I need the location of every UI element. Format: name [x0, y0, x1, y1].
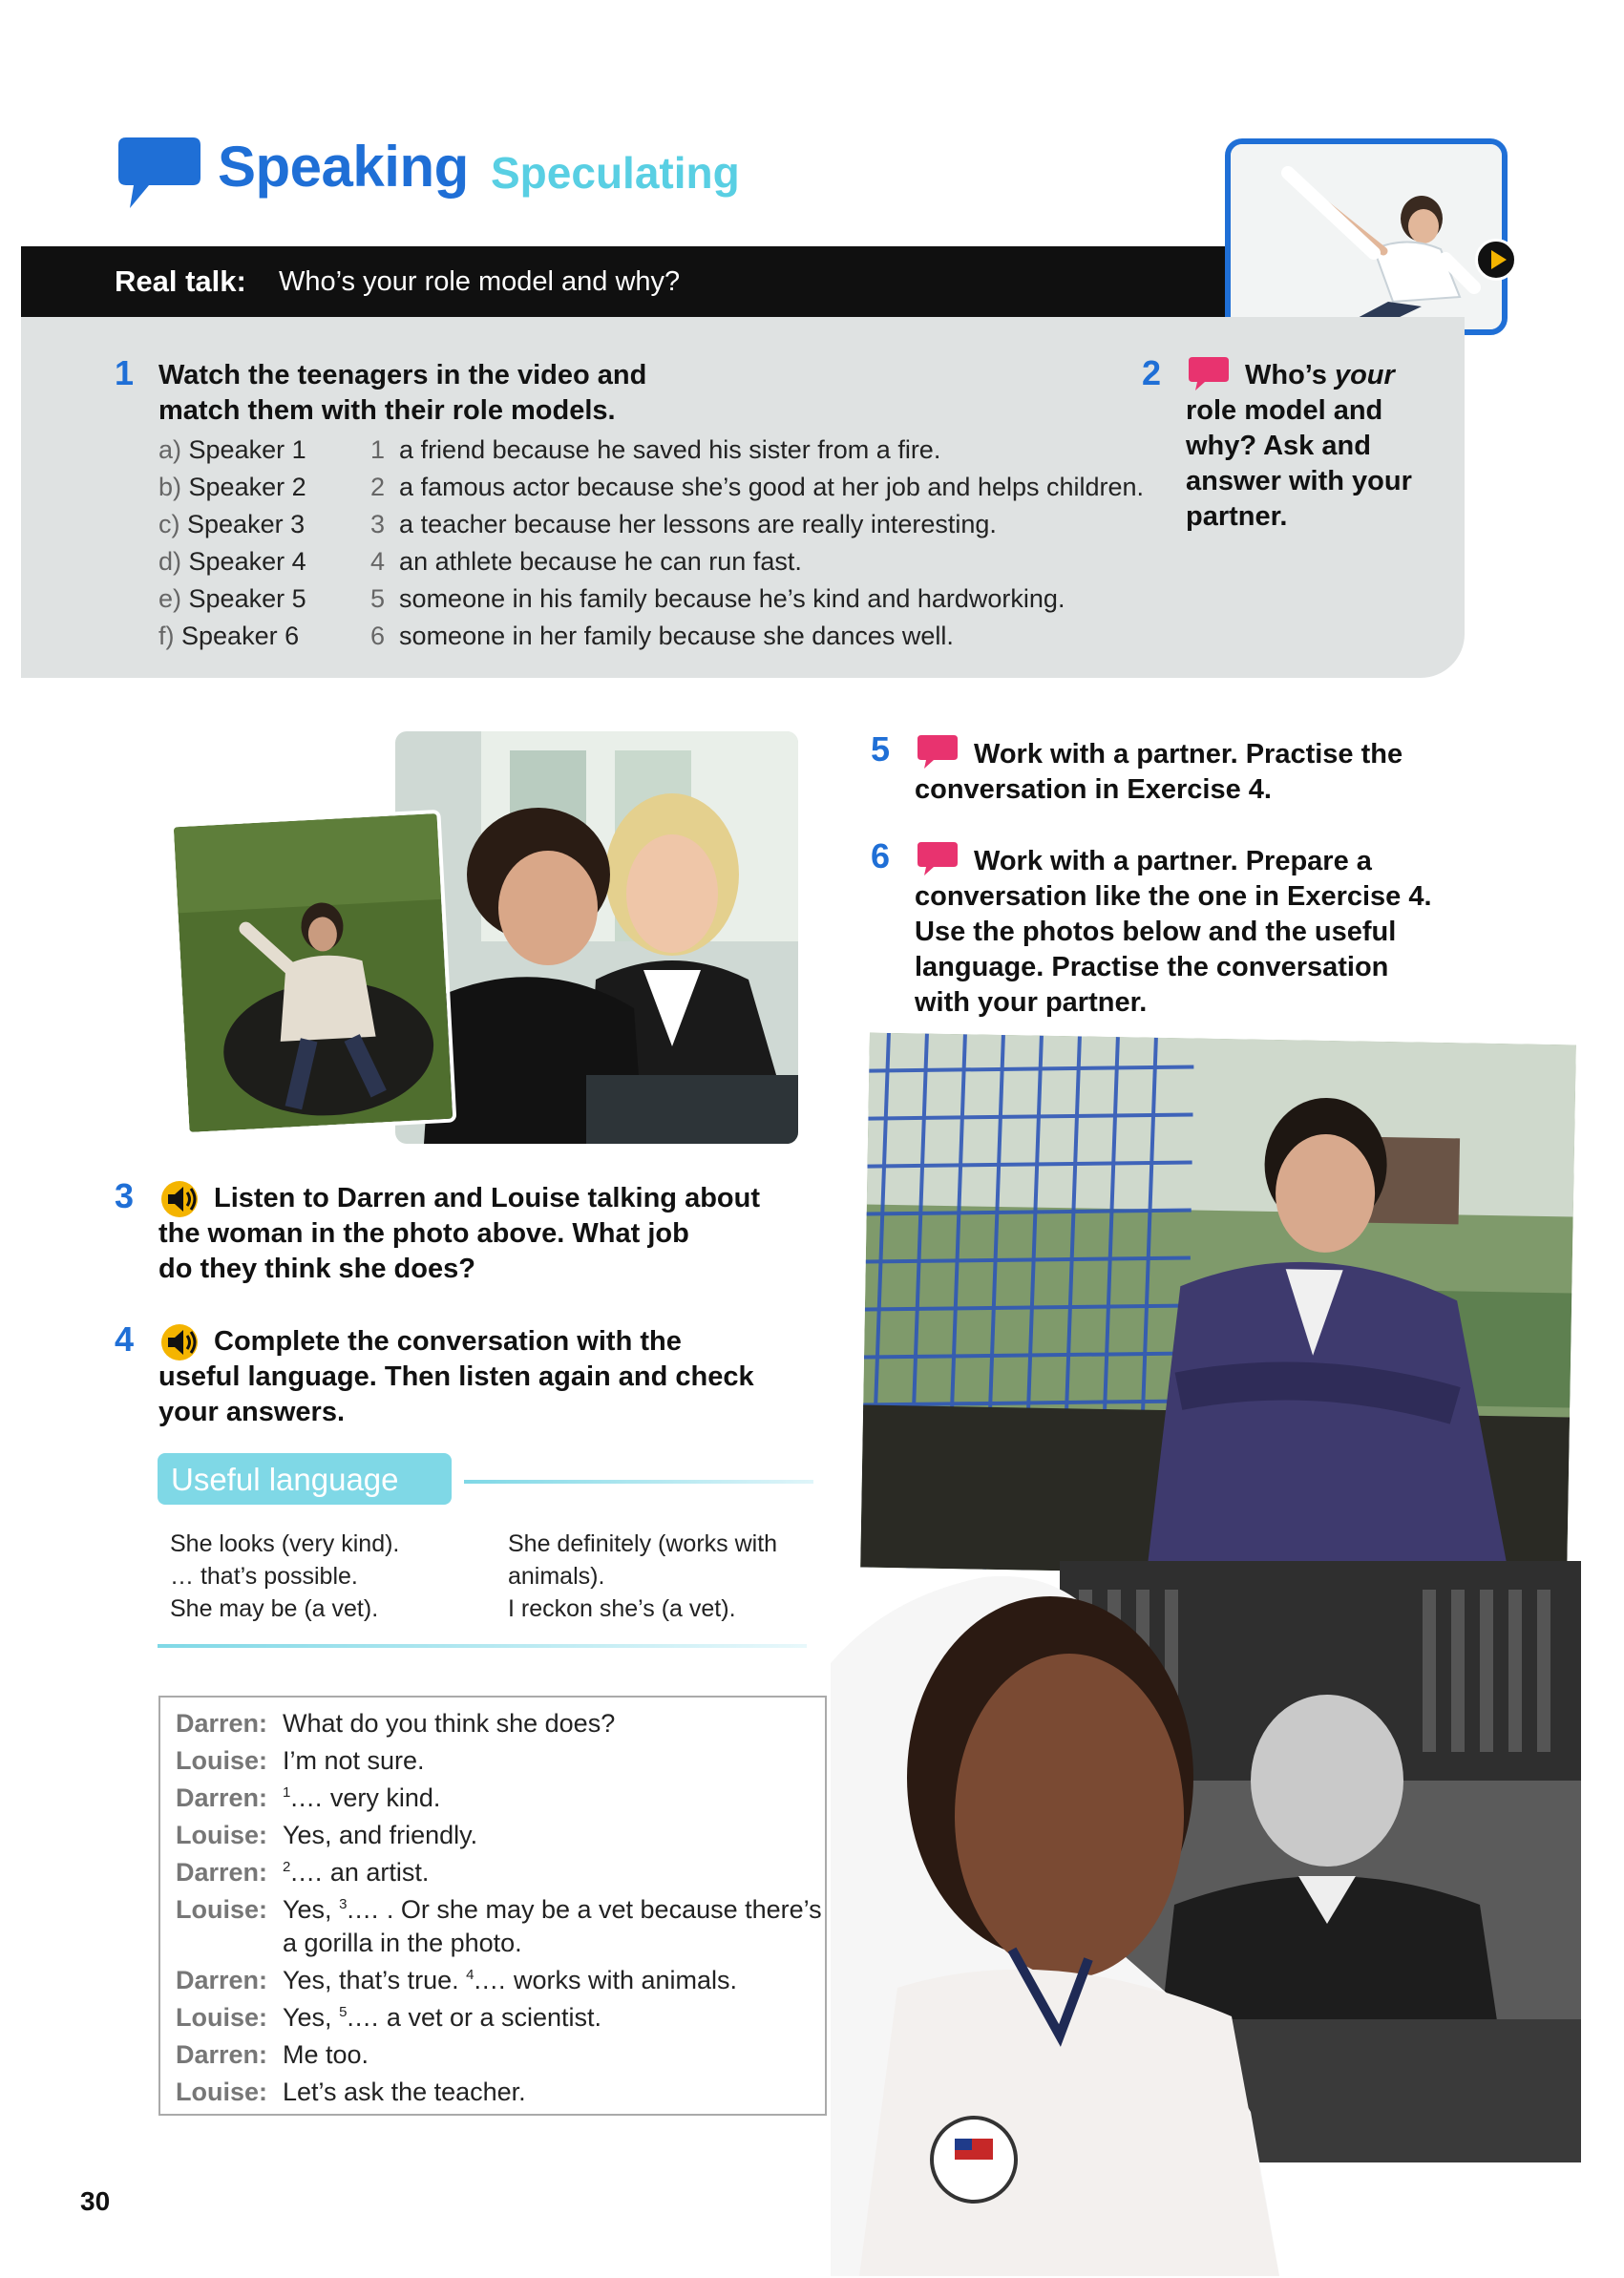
section-subtitle: Speculating	[491, 148, 740, 198]
dialogue-segment: a vet or a scientist.	[379, 2003, 602, 2032]
instruction-line: Watch the teenagers in the video and	[158, 360, 647, 390]
role-model-item	[370, 622, 954, 651]
dialogue-text	[283, 1895, 822, 1925]
role-model-text: an athlete because he can run fast.	[399, 547, 802, 576]
exercise-2-number: 2	[1142, 353, 1162, 392]
speaker-label: Speaker 5	[188, 584, 306, 613]
role-model-item	[370, 510, 997, 539]
dialogue-segment: Yes,	[283, 2003, 340, 2032]
useful-phrase: … that’s possible.	[170, 1563, 358, 1590]
instruction-line: do they think she does?	[158, 1254, 475, 1284]
speaker-name: Darren:	[176, 1966, 268, 1994]
exercise-1-instruction	[158, 358, 646, 429]
role-model-text: a teacher because her lessons are really interesting.	[399, 510, 997, 538]
speaker-item	[158, 584, 306, 614]
instruction-line: your answers.	[158, 1397, 346, 1427]
role-model-text: someone in her family because she dances well.	[399, 622, 954, 650]
gap-number: 5	[339, 2004, 348, 2020]
instruction-line: match them with their role models.	[158, 395, 616, 426]
speaker-letter: e)	[158, 584, 182, 613]
video-thumbnail[interactable]	[1225, 138, 1508, 335]
answer-gap[interactable]: ....	[290, 1858, 324, 1887]
role-model-item	[370, 584, 1065, 614]
dialogue-text	[283, 1966, 737, 1995]
answer-gap[interactable]: ....	[474, 1966, 507, 1994]
speaker-name: Louise:	[176, 1821, 268, 1849]
speech-bubble-icon	[116, 136, 200, 210]
dialogue-segment: Me too.	[283, 2040, 369, 2069]
dialogue-segment: Let’s ask the teacher.	[283, 2078, 526, 2106]
dialogue-text	[283, 1929, 522, 1958]
dialogue-text	[283, 1858, 429, 1888]
dialogue-segment: very kind.	[323, 1783, 441, 1812]
dialogue-segment: What do you think she does?	[283, 1709, 616, 1738]
instruction-line: conversation in Exercise 4.	[915, 774, 1272, 805]
role-model-item	[370, 473, 1144, 502]
role-model-number: 4	[370, 547, 386, 576]
instruction-line: role model and	[1186, 395, 1383, 426]
gap-number: 4	[466, 1967, 475, 1983]
dialogue-segment: an artist.	[323, 1858, 430, 1887]
dialogue-text	[283, 1709, 615, 1739]
gap-number: 3	[339, 1896, 348, 1912]
speaker-label: Speaker 4	[188, 547, 306, 576]
speaker-item	[158, 435, 306, 465]
dialogue-box	[158, 1696, 827, 2116]
divider	[158, 1644, 807, 1648]
exercise-1-number: 1	[115, 353, 135, 392]
speaker-name: Darren:	[176, 1783, 268, 1812]
page-number: 30	[80, 2186, 111, 2216]
dialogue-text	[283, 1821, 477, 1850]
speaker-letter: c)	[158, 510, 180, 538]
instruction-text: Who’s	[1245, 360, 1335, 390]
dialogue-text	[283, 1746, 425, 1776]
dialogue-text	[283, 2003, 601, 2033]
useful-language-tag	[158, 1453, 452, 1505]
useful-phrase: She may be (a vet).	[170, 1595, 379, 1622]
pair-speaking-icon	[1188, 355, 1230, 391]
instruction-line: with your partner.	[915, 987, 1148, 1018]
answer-gap[interactable]: ....	[347, 1895, 380, 1924]
exercise-6-number: 6	[871, 836, 891, 875]
instruction-line: Listen to Darren and Louise talking about	[214, 1183, 760, 1213]
speaker-name: Darren:	[176, 1709, 268, 1738]
role-model-item	[370, 435, 940, 465]
useful-phrase: I reckon she’s (a vet).	[508, 1595, 736, 1622]
speaker-item	[158, 622, 299, 651]
useful-language-col2	[508, 1528, 777, 1625]
speaker-name: Louise:	[176, 1746, 268, 1775]
dialogue-segment: works with animals.	[506, 1966, 738, 1994]
man-fence-photo	[860, 1033, 1576, 1580]
exercise-4-number: 4	[115, 1319, 135, 1359]
role-model-text: a friend because he saved his sister from a fire.	[399, 435, 941, 464]
instruction-line: the woman in the photo above. What job	[158, 1218, 689, 1249]
dialogue-segment: Yes, and friendly.	[283, 1821, 478, 1849]
exercise-3-instruction	[158, 1181, 760, 1287]
dialogue-segment: I’m not sure.	[283, 1746, 425, 1775]
speaker-label: Speaker 3	[187, 510, 306, 538]
speaker-name: Louise:	[176, 2078, 268, 2106]
speaker-label: Speaker 6	[181, 622, 300, 650]
instruction-line: useful language. Then listen again and check	[158, 1361, 754, 1392]
exercise-3-number: 3	[115, 1176, 135, 1215]
instruction-line: language. Practise the conversation	[915, 952, 1389, 982]
speaker-item	[158, 547, 306, 577]
answer-gap[interactable]: ....	[347, 2003, 380, 2032]
speaker-name: Louise:	[176, 1895, 268, 1924]
role-model-number: 2	[370, 473, 386, 501]
useful-phrase: She looks (very kind).	[170, 1530, 400, 1557]
speaker-letter: d)	[158, 547, 182, 576]
speaker-letter: f)	[158, 622, 175, 650]
exercise-5-number: 5	[871, 729, 891, 769]
instruction-line: Complete the conversation with the	[214, 1326, 682, 1357]
instruction-line: conversation like the one in Exercise 4.	[915, 881, 1432, 912]
exercise-5-instruction	[915, 737, 1403, 808]
useful-phrase: animals).	[508, 1563, 605, 1590]
real-talk-question: Who’s your role model and why?	[279, 266, 681, 297]
answer-gap[interactable]: ....	[290, 1783, 324, 1812]
real-talk-bar	[21, 246, 1229, 317]
role-model-item	[370, 547, 802, 577]
play-button[interactable]	[1475, 239, 1517, 281]
dialogue-segment: Yes,	[283, 1895, 340, 1924]
gap-number: 1	[283, 1784, 291, 1801]
exercise-6-instruction	[915, 844, 1432, 1021]
gap-number: 2	[283, 1859, 291, 1875]
exercise-4-instruction	[158, 1324, 754, 1430]
useful-language-title: Useful language	[171, 1462, 399, 1497]
role-model-number: 3	[370, 510, 386, 538]
speaker-label: Speaker 1	[188, 435, 306, 464]
woman-gorilla-photo	[170, 810, 457, 1136]
dialogue-text	[283, 2040, 369, 2070]
role-model-number: 5	[370, 584, 386, 613]
athlete-photo	[831, 1539, 1279, 2276]
instruction-line: Work with a partner. Practise the	[974, 739, 1403, 770]
dialogue-segment: . Or she may be a vet because there’s	[379, 1895, 822, 1924]
speaker-name: Darren:	[176, 1858, 268, 1887]
speaker-item	[158, 473, 306, 502]
instruction-emphasis: your	[1334, 360, 1395, 390]
instruction-line: why? Ask and	[1186, 431, 1371, 461]
speaker-name: Darren:	[176, 2040, 268, 2069]
dialogue-text	[283, 2078, 526, 2107]
role-model-number: 6	[370, 622, 386, 650]
dialogue-segment: a gorilla in the photo.	[283, 1929, 522, 1957]
real-talk-label: Real talk:	[115, 264, 246, 298]
speaker-item	[158, 510, 305, 539]
dancing-boy-image	[1231, 144, 1502, 329]
speaker-label: Speaker 2	[188, 473, 306, 501]
role-model-number: 1	[370, 435, 386, 464]
useful-phrase: She definitely (works with	[508, 1530, 778, 1557]
instruction-line: Work with a partner. Prepare a	[974, 846, 1372, 876]
speaker-letter: a)	[158, 435, 182, 464]
role-model-text: a famous actor because she’s good at her job and helps children.	[399, 473, 1145, 501]
divider	[464, 1480, 813, 1484]
useful-language-col1	[170, 1528, 399, 1625]
instruction-line: Use the photos below and the useful	[915, 917, 1397, 947]
instruction-line: partner.	[1186, 501, 1288, 532]
section-title: Speaking	[218, 135, 469, 199]
dialogue-segment: Yes, that’s true.	[283, 1966, 467, 1994]
speaker-letter: b)	[158, 473, 182, 501]
dialogue-text	[283, 1783, 440, 1813]
instruction-line: answer with your	[1186, 466, 1412, 496]
speaker-name: Louise:	[176, 2003, 268, 2032]
teenagers-photo	[395, 731, 798, 1144]
role-model-text: someone in his family because he’s kind and hardworking.	[399, 584, 1065, 613]
